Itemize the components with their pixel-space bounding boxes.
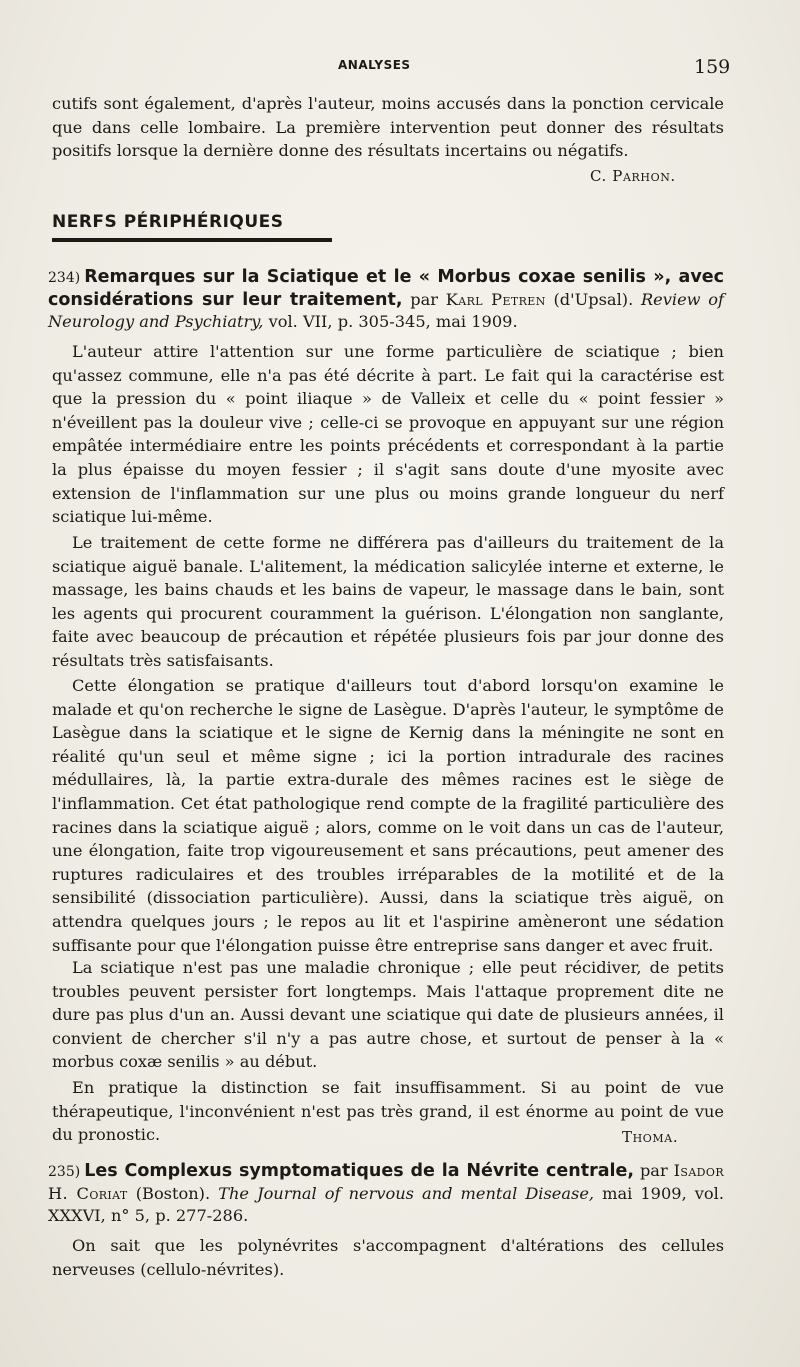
article-235-paragraph-1: On sait que les polynévrites s'accompagnent d'altérations des cellules nerveuses (cellulo-névrites). [52, 1236, 724, 1279]
article-235-citation: mai 1909, vol. XXXVI, n° 5, p. 277-286. [48, 1184, 724, 1225]
article-234-paragraph-1: L'auteur attire l'attention sur une forme particulière de sciatique ; bien qu'assez commune, elle n'a pas été décrite à part. Le fait qui la caractérise est que la pression du « point iliaque » de Valleix et celle du « point fessier » n'éveillent pas la douleur vive ; celle-ci se provoque en appuyant sur une région empâtée intermédiaire entre les points précédents et correspondant à la partie la plus épaisse du moyen fessier ; il s'agit sans doute d'une myosite avec extension de l'inflammation sur une plus ou moins grande longueur du nerf sciatique lui-même. [52, 342, 724, 527]
article-235-number: 235) [48, 1164, 81, 1180]
article-234-paragraph-4: La sciatique n'est pas une maladie chronique ; elle peut récidiver, de petits troubles peuvent persister fort longtemps. Mais l'attaque proprement dite ne dure pas plus d'un an. Aussi devant une sciatique qui date de plusieurs années, il convient de chercher s'il n'y a pas autre chose, et surtout de penser à la « morbus coxæ senilis » au début. [52, 958, 724, 1072]
article-234-citation: vol. VII, p. 305-345, mai 1909. [263, 312, 518, 331]
article-234-heading [48, 266, 724, 333]
article-234-title: Remarques sur la Sciatique et le « Morbus coxae senilis », avec considérations sur leur traitement, [48, 267, 724, 310]
article-234-journal: Review of Neurology and Psychiatry, [48, 290, 724, 331]
article-234-paragraph-2: Le traitement de cette forme ne différera pas d'ailleurs du traitement de la sciatique aiguë banale. L'alitement, la médication salicylée interne et externe, le massage, les bains chauds et les bains de vapeur, le massage dans le bain, sont les agents qui procurent couramment la guérison. L'élongation non sanglante, faite avec beaucoup de précaution et répétée plusieurs fois par jour donne des résultats très satisfaisants. [52, 533, 724, 670]
article-234-number: 234) [48, 270, 81, 286]
article-234-signature: Thoma. [622, 1128, 679, 1146]
article-235-heading [48, 1160, 724, 1227]
page-number: 159 [694, 56, 731, 78]
article-234-paragraph-3: Cette élongation se pratique d'ailleurs tout d'abord lorsqu'on examine le malade et qu'on recherche le signe de Lasègue. D'après l'auteur, le symptôme de Lasègue dans la sciatique et le signe de Kernig dans la méningite ne sont en réalité qu'un seul et même signe ; ici la portion intradurale des racines médullaires, là, la partie extra-durale des mêmes racines est le siège de l'inflammation. Cet état pathologique rend compte de la fragilité particulière des racines dans la sciatique aiguë ; alors, comme on le voit dans un cas de l'auteur, une élongation, faite trop vigoureusement et sans précautions, peut amener des ruptures radiculaires et des troubles irréparables de la motilité et de la sensibilité (dissociation particulière). Aussi, dans la sciatique très aiguë, on attendra quelques jours ; le repos au lit et l'aspirine amèneront une sédation suffisante pour que l'élongation puisse être entreprise sans danger et avec fruit. [52, 676, 724, 955]
article-235-by: par [634, 1161, 674, 1180]
article-234-affiliation: (d'Upsal). [545, 290, 641, 309]
running-title: ANALYSES [338, 58, 411, 72]
section-title: NERFS PÉRIPHÉRIQUES [52, 212, 284, 232]
article-234-by: par [402, 290, 446, 309]
carryover-signature: C. Parhon. [590, 167, 676, 185]
article-234-paragraph-5: En pratique la distinction se fait insuffisamment. Si au point de vue thérapeutique, l'inconvénient n'est pas très grand, il est énorme au point de vue du pronostic. [52, 1078, 724, 1145]
article-235-author: Isador H. Coriat [48, 1161, 725, 1203]
article-235-title: Les Complexus symptomatiques de la Névrite centrale, [84, 1161, 635, 1181]
running-head [0, 56, 800, 80]
article-235-affiliation: (Boston). [127, 1184, 219, 1203]
article-234-author: Karl Petren [445, 290, 546, 309]
article-235-journal: The Journal of nervous and mental Disease, [218, 1184, 595, 1203]
carryover-paragraph: cutifs sont également, d'après l'auteur, moins accusés dans la ponction cervicale que dans celle lombaire. La première intervention peut donner des résultats positifs lorsque la dernière donne des résultats incertains ou négatifs. [52, 94, 724, 161]
section-underline [52, 238, 332, 242]
